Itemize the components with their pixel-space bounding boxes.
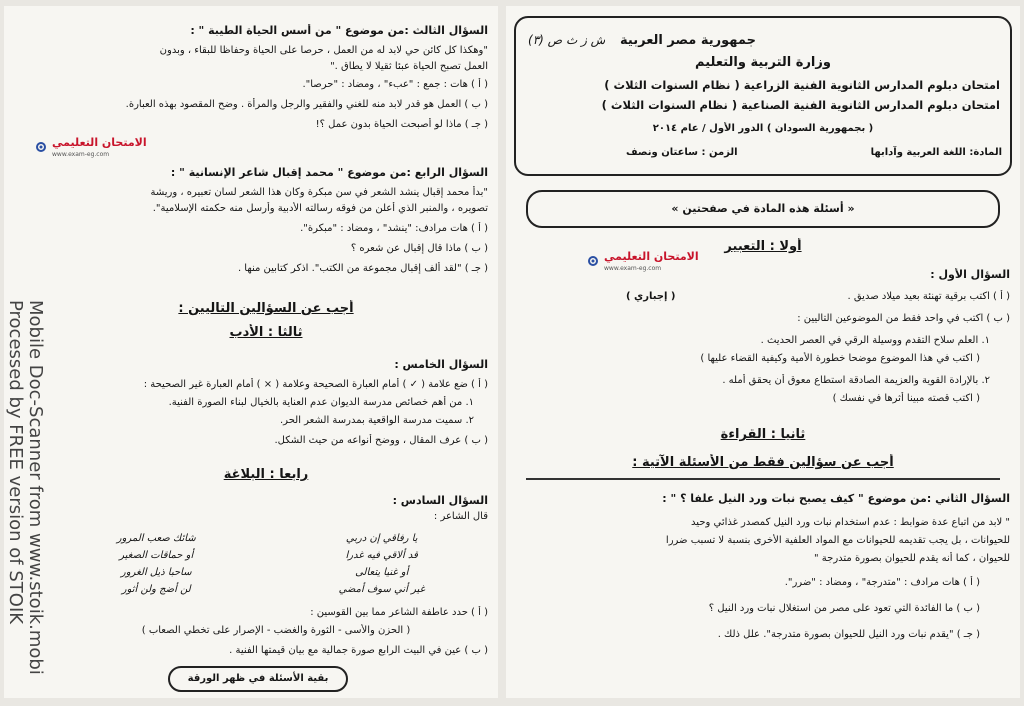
- left-page: [4, 6, 498, 698]
- scanner-stamp-line2: Mobile Doc-Scanner from www.stoik.mobi: [25, 300, 46, 675]
- q4-part-a: ( أ ) هات مرادف: "ينشد" ، ومضاد : "مبكرة".: [300, 223, 488, 234]
- q5-part-a: ( أ ) ضع علامة ( ✓ ) أمام العبارة الصحيحة وعلامة ( × ) أمام العبارة غير الصحيحة :: [143, 379, 488, 390]
- section-divider: [526, 478, 1000, 480]
- q6-intro: قال الشاعر :: [433, 511, 488, 522]
- answer-one-heading: أجب عن سؤالين فقط من الأسئلة الآتية :: [632, 455, 894, 470]
- gear-icon: [586, 254, 600, 268]
- watermark-left: [34, 136, 147, 159]
- poem-hemistich: لن أضج ولن أثور: [121, 584, 191, 595]
- gear-icon: [34, 140, 48, 154]
- q5-part-b: ( ب ) عرف المقال ، ووضح أنواعه من حيث الشكل.: [274, 435, 488, 446]
- q6-part-a: ( أ ) حدد عاطفة الشاعر مما بين القوسين :: [310, 607, 488, 618]
- poem-hemistich: ساحبا ذيل الغرور: [120, 567, 192, 578]
- q1-title: السؤال الأول :: [930, 268, 1010, 281]
- q2-part-a: ( أ ) هات مرادف : "متدرجة" ، ومضاد : "ضرر".: [784, 577, 980, 588]
- watermark-url: www.exam-eg.com: [604, 264, 662, 272]
- exam-title-industrial: امتحان دبلوم المدارس الثانوية الفنية الصناعية ( نظام السنوات الثلاث ): [601, 98, 1000, 112]
- q3-part-a: ( أ ) هات : جمع : "عبء" ، ومضاد : "حرصا".: [302, 79, 488, 90]
- q3-title: السؤال الثالث :من موضوع " من أسس الحياة الطيبة " :: [190, 24, 488, 37]
- q1-part-a: ( أ ) اكتب برقية تهنئة بعيد ميلاد صديق .: [847, 291, 1010, 302]
- poem-verse: [64, 532, 474, 549]
- section-reading: ثانيا : القراءة: [720, 427, 806, 442]
- scanner-stamp-line1: Processed by FREE version of STOIK: [5, 300, 26, 625]
- exam-header: [514, 16, 1012, 176]
- q5-statement-1: ١. من أهم خصائص مدرسة الديوان عدم العناية بالخيال لبناء الصورة الفنية.: [168, 397, 474, 408]
- poem-hemistich: يا رفاقي إن دربي: [345, 533, 418, 544]
- section-rhetoric: رابعا : البلاغة: [223, 467, 309, 482]
- ministry-name: وزارة التربية والتعليم: [695, 55, 831, 70]
- poem-hemistich: قد ألاقي فيه غدرا: [345, 550, 418, 561]
- q6-part-a-options: ( الحزن والأسى - الثورة والغضب - الإصرار على تخطي الصعاب ): [141, 625, 411, 636]
- continued-overleaf-note: بقية الأسئلة في ظهر الورقة: [168, 666, 348, 692]
- q2-part-b: ( ب ) ما الفائدة التي تعود على مصر من استغلال نبات ورد النيل ؟: [708, 603, 980, 614]
- q2-part-c: ( جـ ) "يقدم نبات ورد النيل للحيوان بصورة متدرجة". علل ذلك .: [717, 629, 980, 640]
- exam-session: ( بجمهورية السودان ) الدور الأول / عام ٢٠١٤: [652, 123, 874, 134]
- q1-topic-1-note: ( اكتب في هذا الموضوع موضحا خطورة الأمية وكيفية القضاء عليها ): [700, 353, 980, 364]
- q1-part-b: ( ب ) اكتب في واحد فقط من الموضوعين التاليين :: [797, 313, 1010, 324]
- q1-part-a-mandatory: ( إجباري ): [626, 291, 676, 302]
- watermark-brand: الامتحان التعليمي: [604, 250, 699, 263]
- pages-note: « أسئلة هذه المادة في صفحتين »: [526, 190, 1000, 228]
- q1-topic-2-note: ( اكتب قصته مبينا أثرها في نفسك ): [832, 393, 980, 404]
- q5-title: السؤال الخامس :: [394, 358, 488, 371]
- scanner-stamp: [6, 300, 46, 700]
- watermark-url: www.exam-eg.com: [52, 150, 110, 158]
- watermark-brand: الامتحان التعليمي: [52, 136, 147, 149]
- answer-two-heading: أجب عن السؤالين التاليين :: [178, 301, 354, 316]
- q4-passage-line2: تصويره ، والمنبر الذي أعلن من فوقه رسالته الأدبية وأرسل منه حكمته الإسلامية".: [152, 203, 488, 214]
- q1-topic-2: ٢. بالإرادة القوية والعزيمة الصادقة استطاع معوق أن يحقق أمله .: [722, 375, 990, 386]
- q4-title: السؤال الرابع :من موضوع " محمد إقبال شاعر الإنسانية " :: [170, 166, 488, 179]
- q6-part-b: ( ب ) عين في البيت الرابع صورة جمالية مع بيان قيمتها الفنية .: [229, 645, 488, 656]
- poem-hemistich: أو حماقات الصغير: [119, 550, 194, 561]
- poem-hemistich: غير أني سوف أمضي: [338, 584, 425, 595]
- q3-passage-line2: العمل تصبح الحياة عبئا ثقيلا لا يطاق .": [330, 61, 488, 72]
- poem-hemistich: شائك صعب المرور: [116, 533, 196, 544]
- exam-duration: الزمن : ساعتان ونصف: [626, 147, 738, 158]
- right-page: [506, 6, 1020, 698]
- q4-part-c: ( جـ ) "لقد ألف إقبال مجموعة من الكتب". اذكر كتابين منها .: [237, 263, 488, 274]
- poem-hemistich: أو غنيا يتعالى: [355, 567, 409, 578]
- poem-verse: [64, 583, 474, 600]
- exam-subject: المادة: اللغة العربية وآدابها: [870, 147, 1002, 158]
- section-composition: أولا : التعبير: [724, 239, 802, 254]
- q2-title: السؤال الثاني :من موضوع " كيف يصبح نبات ورد النيل علفا ؟ " :: [662, 492, 1010, 505]
- q6-title: السؤال السادس :: [392, 494, 488, 507]
- q1-topic-1: ١. العلم سلاح التقدم ووسيلة الرقي في العصر الحديث .: [760, 335, 990, 346]
- republic-name: جمهورية مصر العربية: [620, 33, 756, 48]
- q2-passage-line2: للحيوانات ، بل يجب تقديمه للحيوانات مع المواد العلفية الأخرى بنسبة لا تسبب ضررا: [665, 535, 1010, 546]
- q4-part-b: ( ب ) ماذا قال إقبال عن شعره ؟: [350, 243, 488, 254]
- section-literature: ثالثا : الأدب: [229, 325, 303, 340]
- q5-statement-2: ٢. سميت مدرسة الواقعية بمدرسة الشعر الحر.: [280, 415, 474, 426]
- q3-part-b: ( ب ) العمل هو قدر لابد منه للغني والفقير والرجل والمرأة . وضح المقصود بهذه العبارة.: [125, 99, 488, 110]
- q2-passage-line3: للحيوان ، كما أنه يقدم للحيوان بصورة متدرجة ": [814, 553, 1010, 564]
- exam-title-agricultural: امتحان دبلوم المدارس الثانوية الفنية الزراعية ( نظام السنوات الثلاث ): [604, 78, 1000, 92]
- q4-passage-line1: "بدأ محمد إقبال ينشد الشعر في سن مبكرة وكان هذا الشعر لسان تعبيره ، وريشة: [150, 187, 488, 198]
- poem-verse: [64, 549, 474, 566]
- poem-verse: [64, 566, 474, 583]
- q2-passage-line1: " لابد من اتباع عدة ضوابط : عدم استخدام نبات ورد النيل كمصدر غذائي وحيد: [691, 517, 1010, 528]
- exam-code: ش ز ث ص (٣): [528, 33, 606, 47]
- q3-passage-line1: "وهكذا كل كائن حي لابد له من العمل ، حرصا على الحياة وحفاظا للبقاء ، وبدون: [159, 45, 488, 56]
- poem: [64, 532, 474, 600]
- q3-part-c: ( جـ ) ماذا لو أصبحت الحياة بدون عمل ؟!: [315, 119, 488, 130]
